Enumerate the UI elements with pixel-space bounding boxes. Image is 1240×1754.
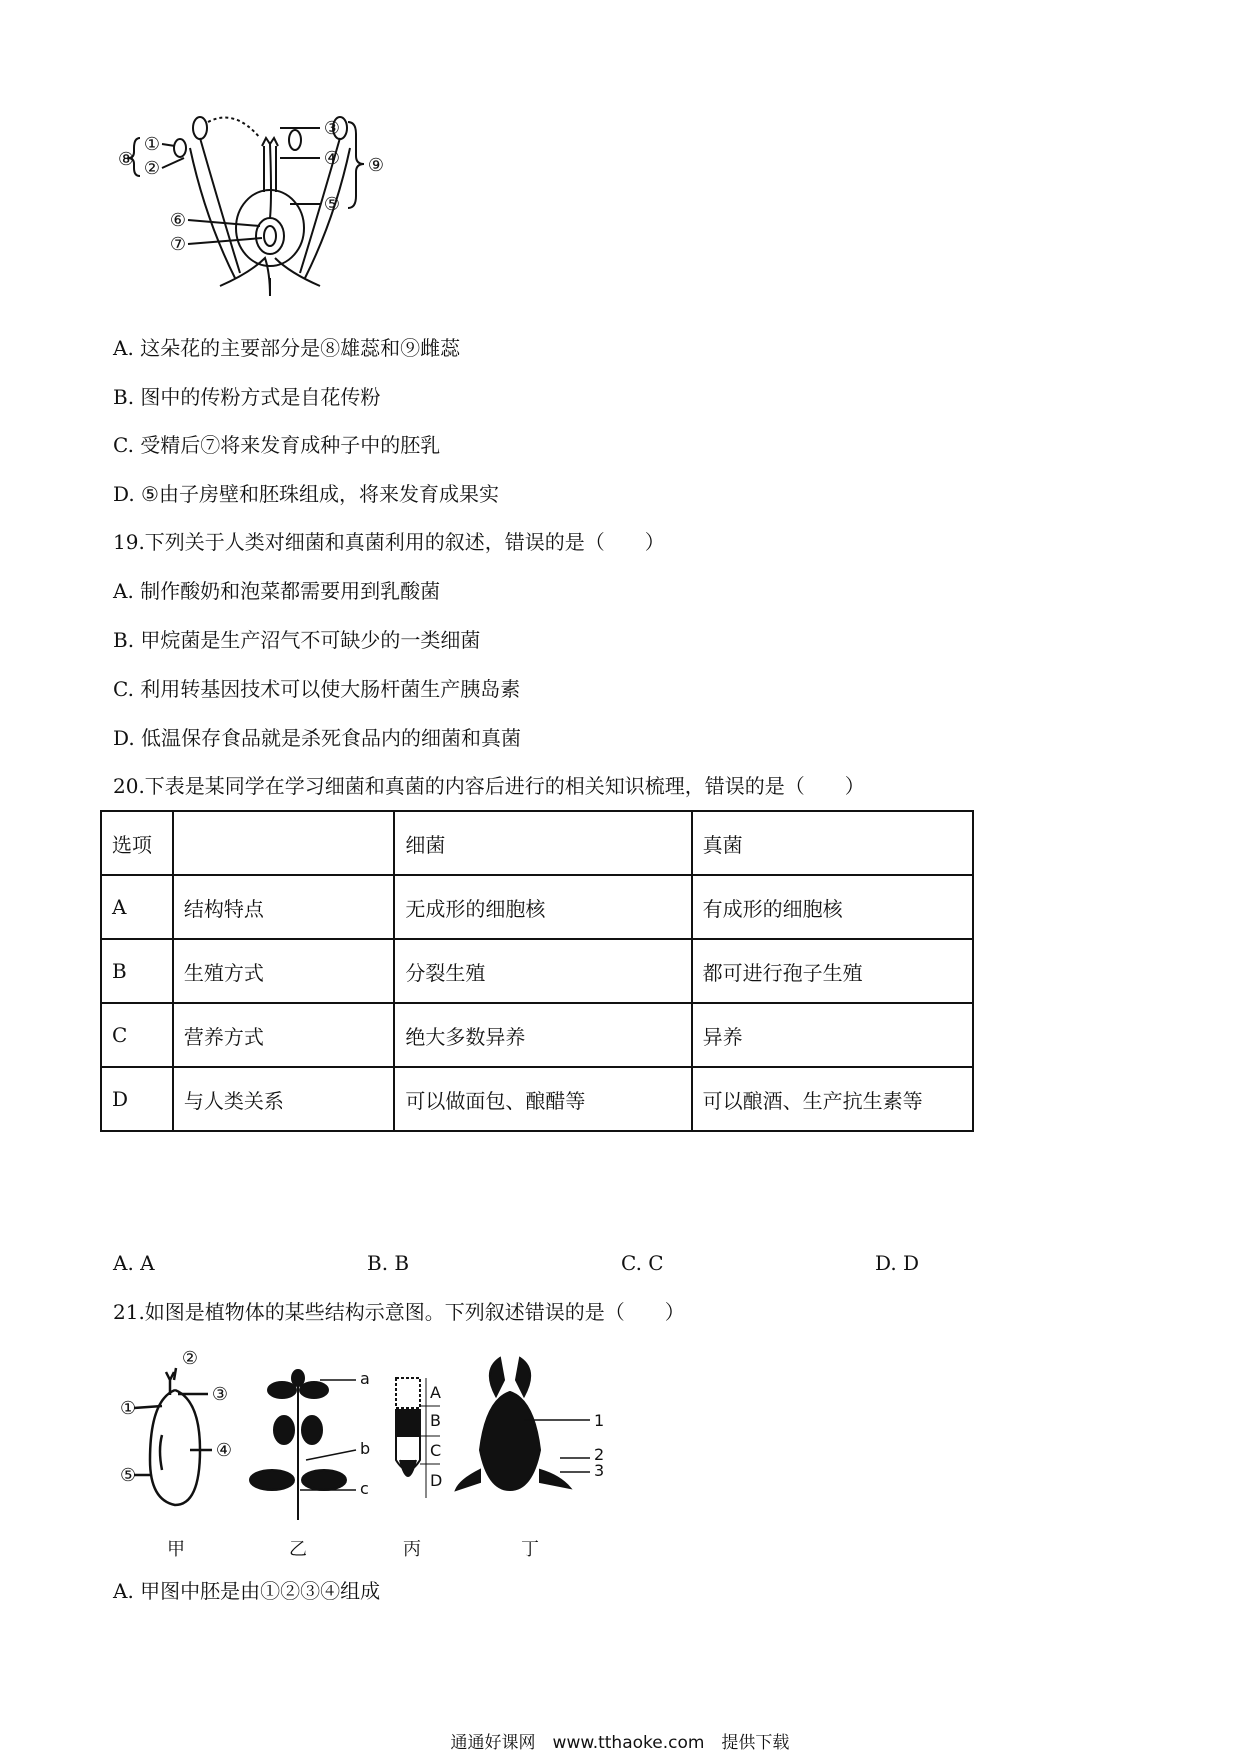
q19-stem: 19.下列关于人类对细菌和真菌利用的叙述，错误的是（ ） [113,530,665,554]
page-footer: 通通好课网 www.tthaoke.com 提供下载 [450,1733,790,1753]
q20-option-a: A. A [113,1251,155,1275]
table-cell: 可以做面包、酿醋等 [394,1067,691,1131]
q19-option-b: B. 甲烷菌是生产沼气不可缺少的一类细菌 [113,628,481,652]
q18-option-c: C. 受精后⑦将来发育成种子中的胚乳 [113,433,441,457]
table-cell: 都可进行孢子生殖 [692,939,973,1003]
table-cell: 有成形的细胞核 [692,875,973,939]
jia-label-4: ④ [215,1440,233,1461]
table-row [101,875,973,939]
table-cell: 异养 [692,1003,973,1067]
caption-bing: 丙 [403,1539,421,1560]
table-header-cell: 真菌 [692,811,973,875]
flower-label-4: ④ [323,148,341,169]
bacteria-fungi-table [100,810,974,1132]
table-cell: 绝大多数异养 [394,1003,691,1067]
ding-label-3: 3 [594,1461,605,1480]
table-header-row [101,811,973,875]
q19-option-a: A. 制作酸奶和泡菜都需要用到乳酸菌 [113,579,441,603]
flower-label-3: ③ [323,118,341,139]
flower-label-5: ⑤ [323,194,341,215]
jia-label-1: ① [119,1398,137,1419]
yi-label-a: a [360,1369,370,1388]
bing-label-c: C [430,1441,442,1460]
q20-stem: 20.下表是某同学在学习细菌和真菌的内容后进行的相关知识梳理，错误的是（ ） [113,774,865,798]
bing-label-a: A [430,1383,441,1402]
table-cell: 与人类关系 [173,1067,394,1131]
q18-option-d: D. ⑤由子房壁和胚珠组成，将来发育成果实 [113,482,499,506]
flower-label-6: ⑥ [169,210,187,231]
caption-yi: 乙 [289,1539,307,1560]
table-header-cell [173,811,394,875]
table-row [101,939,973,1003]
caption-ding: 丁 [521,1539,539,1560]
table-row [101,1003,973,1067]
q20-option-d: D. D [875,1251,920,1275]
table-cell: 结构特点 [173,875,394,939]
table-cell: 分裂生殖 [394,939,691,1003]
bing-label-d: D [430,1471,443,1490]
plant-structures-figure [120,1340,620,1570]
table-cell: 可以酿酒、生产抗生素等 [692,1067,973,1131]
table-cell: C [101,1003,173,1067]
q21-option-a: A. 甲图中胚是由①②③④组成 [113,1579,381,1603]
yi-label-c: c [360,1479,369,1498]
jia-label-3: ③ [211,1384,229,1405]
table-cell: B [101,939,173,1003]
table-cell: D [101,1067,173,1131]
q21-stem: 21.如图是植物体的某些结构示意图。下列叙述错误的是（ ） [113,1300,685,1324]
q20-option-b: B. B [367,1251,410,1275]
flower-structure-figure [117,108,420,308]
jia-label-5: ⑤ [119,1465,137,1486]
yi-label-b: b [360,1439,371,1458]
ding-label-2: 2 [594,1445,605,1464]
table-cell: 生殖方式 [173,939,394,1003]
q20-option-c: C. C [621,1251,664,1275]
bing-label-b: B [430,1411,441,1430]
table-cell: 无成形的细胞核 [394,875,691,939]
table-row [101,1067,973,1131]
q19-option-c: C. 利用转基因技术可以使大肠杆菌生产胰岛素 [113,677,521,701]
flower-label-8: ⑧ [117,149,135,170]
q19-option-d: D. 低温保存食品就是杀死食品内的细菌和真菌 [113,726,522,750]
flower-label-2: ② [143,158,161,179]
flower-label-9: ⑨ [367,155,385,176]
table-header-cell: 选项 [101,811,173,875]
table-header-cell: 细菌 [394,811,691,875]
caption-jia: 甲 [167,1539,185,1560]
jia-label-2: ② [181,1348,199,1369]
q18-option-a: A. 这朵花的主要部分是⑧雄蕊和⑨雌蕊 [113,336,461,360]
table-cell: A [101,875,173,939]
ding-label-1: 1 [594,1411,605,1430]
q18-option-b: B. 图中的传粉方式是自花传粉 [113,385,381,409]
flower-label-7: ⑦ [169,234,187,255]
flower-label-1: ① [143,134,161,155]
table-cell: 营养方式 [173,1003,394,1067]
